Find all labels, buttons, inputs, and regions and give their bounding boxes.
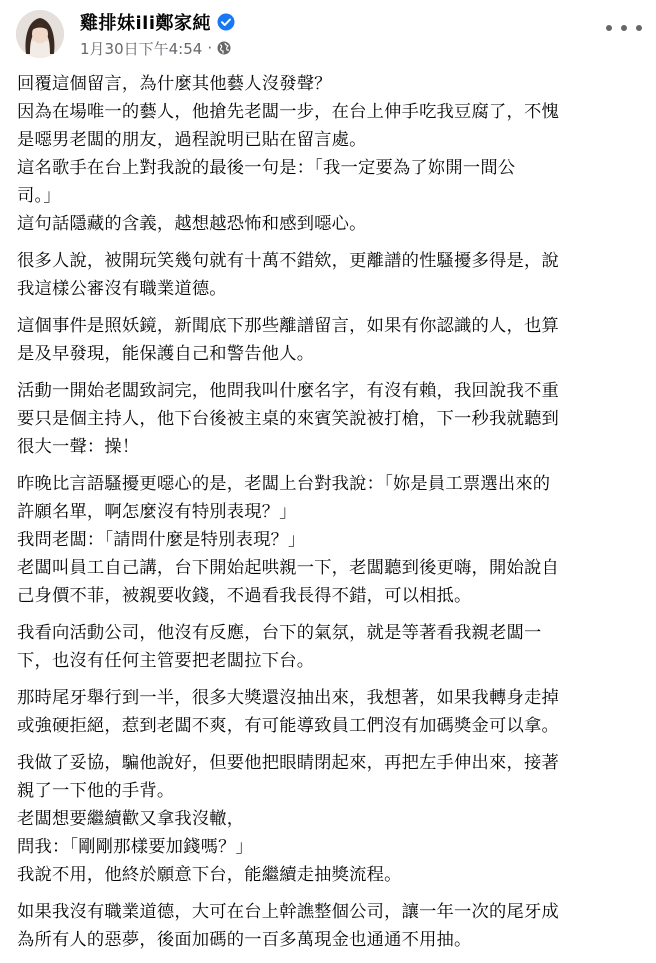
post-text-line: 這名歌手在台上對我說的最後一句是：「我一定要為了妳開一間公 — [17, 158, 516, 178]
post-paragraph — [17, 470, 641, 610]
author-name[interactable]: 雞排妹ili鄭家純 — [80, 13, 212, 34]
post-text-line: 很多人說，被開玩笑幾句就有十萬不錯欸，更離譜的性騷擾多得是，說 — [17, 251, 559, 271]
post-text-line: 我看向活動公司，他沒有反應，台下的氣氛，就是等著看我親老闆一 — [17, 623, 542, 643]
post-text-line: 回覆這個留言，為什麼其他藝人沒發聲？ — [17, 74, 332, 94]
post-text-line: 是及早發現，能保護自己和警告他人。 — [17, 344, 315, 364]
profile-photo-icon — [16, 10, 64, 58]
post-text-line: 這個事件是照妖鏡，新聞底下那些離譜留言，如果有你認識的人，也算 — [17, 316, 559, 336]
more-dot — [606, 25, 612, 31]
post-text-line: 許願名單，啊怎麼沒有特別表現？」 — [17, 502, 297, 522]
meta-separator: · — [207, 39, 213, 57]
post-text-line: 因為在場唯一的藝人，他搶先老闆一步，在台上伸手吃我豆腐了，不愧 — [17, 102, 559, 122]
verified-badge-icon — [217, 13, 235, 31]
post-text-line: 老闆想要繼續歡又拿我沒轍， — [17, 809, 245, 829]
post-text-line: 親了一下他的手背。 — [17, 781, 175, 801]
post-text-line: 要只是個主持人，他下台後被主桌的來賓笑說被打槍，下一秒我就聽到 — [17, 409, 559, 429]
post-text-line: 很大一聲：操！ — [17, 437, 140, 457]
post-text-line: 我做了妥協，騙他說好，但要他把眼睛閉起來，再把左手伸出來，接著 — [17, 753, 559, 773]
post-text-line: 我問老闆：「請問什麼是特別表現？」 — [17, 530, 306, 550]
post-body — [17, 70, 641, 963]
post-paragraph — [17, 70, 641, 238]
post-text-line: 活動一開始老闆致詞完，他問我叫什麼名字，有沒有賴，我回說我不重 — [17, 381, 559, 401]
more-dot — [636, 25, 642, 31]
author-avatar[interactable] — [16, 10, 64, 58]
post-text-line: 是噁男老闆的朋友，過程說明已貼在留言處。 — [17, 130, 367, 150]
more-options-icon[interactable] — [606, 18, 642, 38]
post-text-line: 這句話隱藏的含義，越想越恐怖和感到噁心。 — [17, 214, 367, 234]
post-paragraph — [17, 898, 641, 954]
post-text-line: 如果我沒有職業道德，大可在台上幹譙整個公司，讓一年一次的尾牙成 — [17, 902, 559, 922]
post-paragraph — [17, 684, 641, 740]
post-text-line: 或強硬拒絕，惹到老闆不爽，有可能導致員工們沒有加碼獎金可以拿。 — [17, 716, 559, 736]
post-timestamp[interactable]: 1月30日下午4:54 — [80, 39, 203, 58]
globe-icon — [217, 41, 231, 55]
post-text-line: 問我：「剛剛那樣要加錢嗎？」 — [17, 837, 254, 857]
post-paragraph — [17, 377, 641, 461]
post-text-line: 我說不用，他終於願意下台，能繼續走抽獎流程。 — [17, 865, 402, 885]
post-paragraph — [17, 749, 641, 889]
post-text-line: 昨晚比言語騷擾更噁心的是，老闆上台對我說：「妳是員工票選出來的 — [17, 474, 551, 494]
post-meta — [80, 38, 231, 58]
more-dot — [621, 25, 627, 31]
post-text-line: 我這樣公審沒有職業道德。 — [17, 279, 227, 299]
post-paragraph — [17, 247, 641, 303]
post-paragraph — [17, 619, 641, 675]
post-text-line: 己身價不菲，被親要收錢，不過看我長得不錯，可以相抵。 — [17, 586, 472, 606]
post-text-line: 那時尾牙舉行到一半，很多大獎還沒抽出來，我想著，如果我轉身走掉 — [17, 688, 559, 708]
post-text-line: 為所有人的惡夢，後面加碼的一百多萬現金也通通不用抽。 — [17, 930, 472, 950]
post-paragraph — [17, 312, 641, 368]
post-header — [0, 0, 656, 66]
author-row — [80, 8, 235, 36]
post-text-line: 老闆叫員工自己講，台下開始起哄親一下，老闆聽到後更嗨，開始說自 — [17, 558, 559, 578]
post-text-line: 司。」 — [17, 186, 61, 206]
post-text-line: 下，也沒有任何主管要把老闆拉下台。 — [17, 651, 315, 671]
